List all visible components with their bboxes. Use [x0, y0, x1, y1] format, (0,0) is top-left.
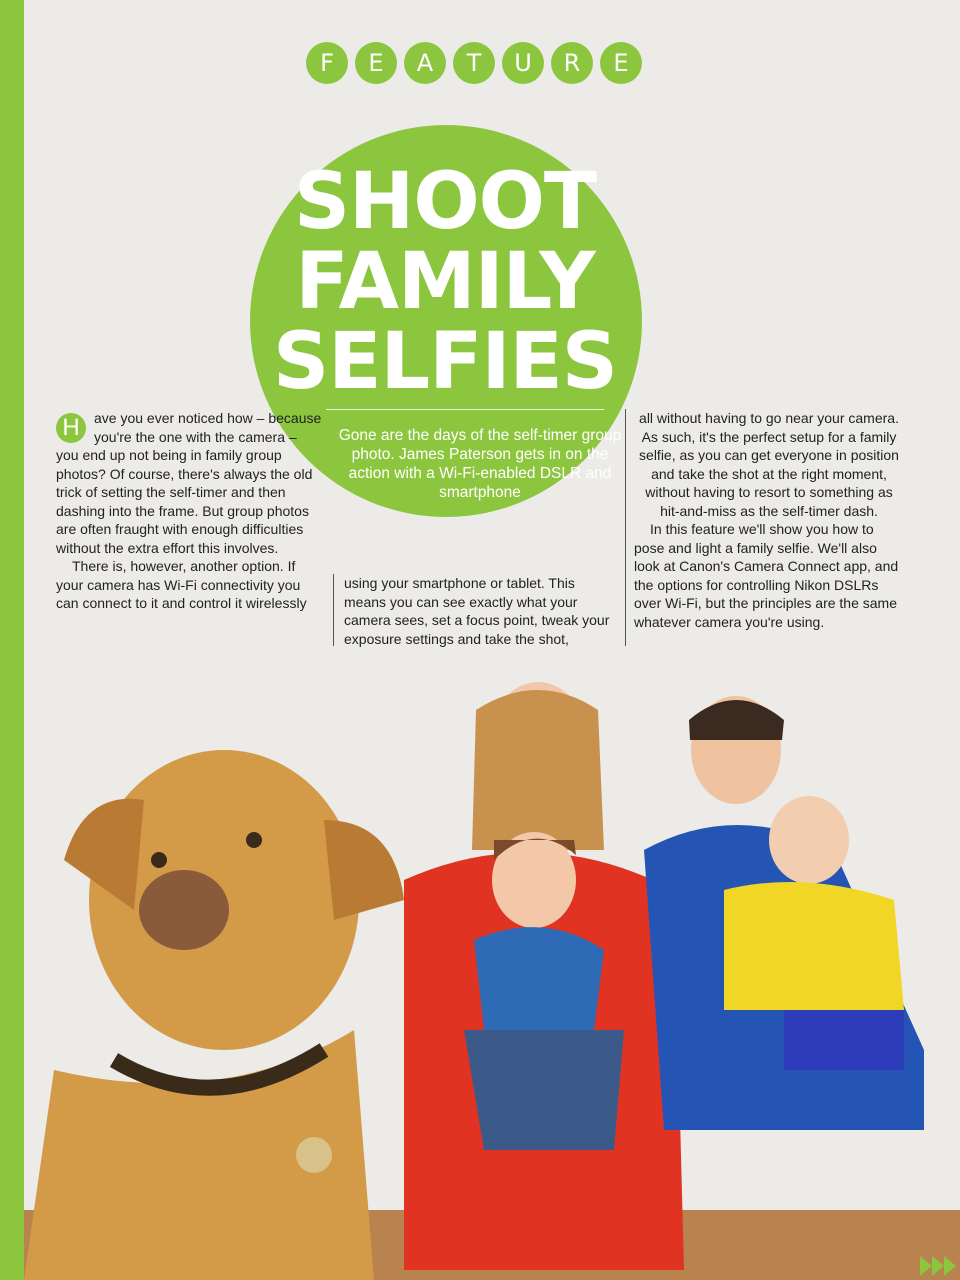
kicker-letter: F [306, 42, 348, 84]
paragraph: There is, however, another option. If your camera has Wi-Fi connectivity you can connect to it and control it wirelessly [56, 558, 307, 611]
column-divider [333, 574, 334, 646]
kicker-letter: A [404, 42, 446, 84]
standfirst: Gone are the days of the self-timer group photo. James Paterson gets in on the action with a Wi-Fi-enabled DSLR and smartphone [338, 427, 622, 501]
body-column-1 [56, 409, 322, 613]
column-divider [625, 409, 626, 646]
headline-line: FAMILY [295, 237, 595, 327]
headline-rule [326, 409, 604, 410]
headline-line: SELFIES [273, 317, 617, 407]
paragraph: using your smartphone or tablet. This means you can see exactly what your camera sees, set a focus point, tweak your exposure settings and take the shot, [344, 575, 610, 647]
headline [270, 157, 620, 407]
headline-line: SHOOT [293, 157, 597, 247]
paragraph [56, 409, 322, 557]
paragraph: In this feature we'll show you how to pose and light a family selfie. We'll also look at Canon's Camera Connect app, and the options for controlling Nikon DSLRs over Wi-Fi, but the principles are the same whatever camera you're using. [634, 521, 899, 630]
body-column-3 [634, 409, 904, 631]
kicker-letter: E [355, 42, 397, 84]
family-photo [24, 650, 960, 1280]
feature-kicker [306, 42, 642, 84]
drop-cap: H [56, 413, 86, 443]
paragraph: all without having to go near your camera. As such, it's the perfect setup for a family selfie, as you can get everyone in position and take the shot at the right moment, without having to resort to something as hit-and-miss as the self-timer dash. [639, 410, 899, 519]
kicker-letter: T [453, 42, 495, 84]
continue-arrows-icon [920, 1256, 956, 1276]
kicker-letter: R [551, 42, 593, 84]
accent-sidebar [0, 0, 24, 1280]
kicker-letter: U [502, 42, 544, 84]
kicker-letter: E [600, 42, 642, 84]
body-column-2 [344, 574, 616, 648]
paragraph-text: ave you ever noticed how – because you're the one with the camera – you end up not being in family group photos? Of course, there's always the old trick of setting the self-timer and then dashing into the frame. But group photos are often fraught with enough difficulties without the extra effort this involves. [56, 410, 322, 556]
